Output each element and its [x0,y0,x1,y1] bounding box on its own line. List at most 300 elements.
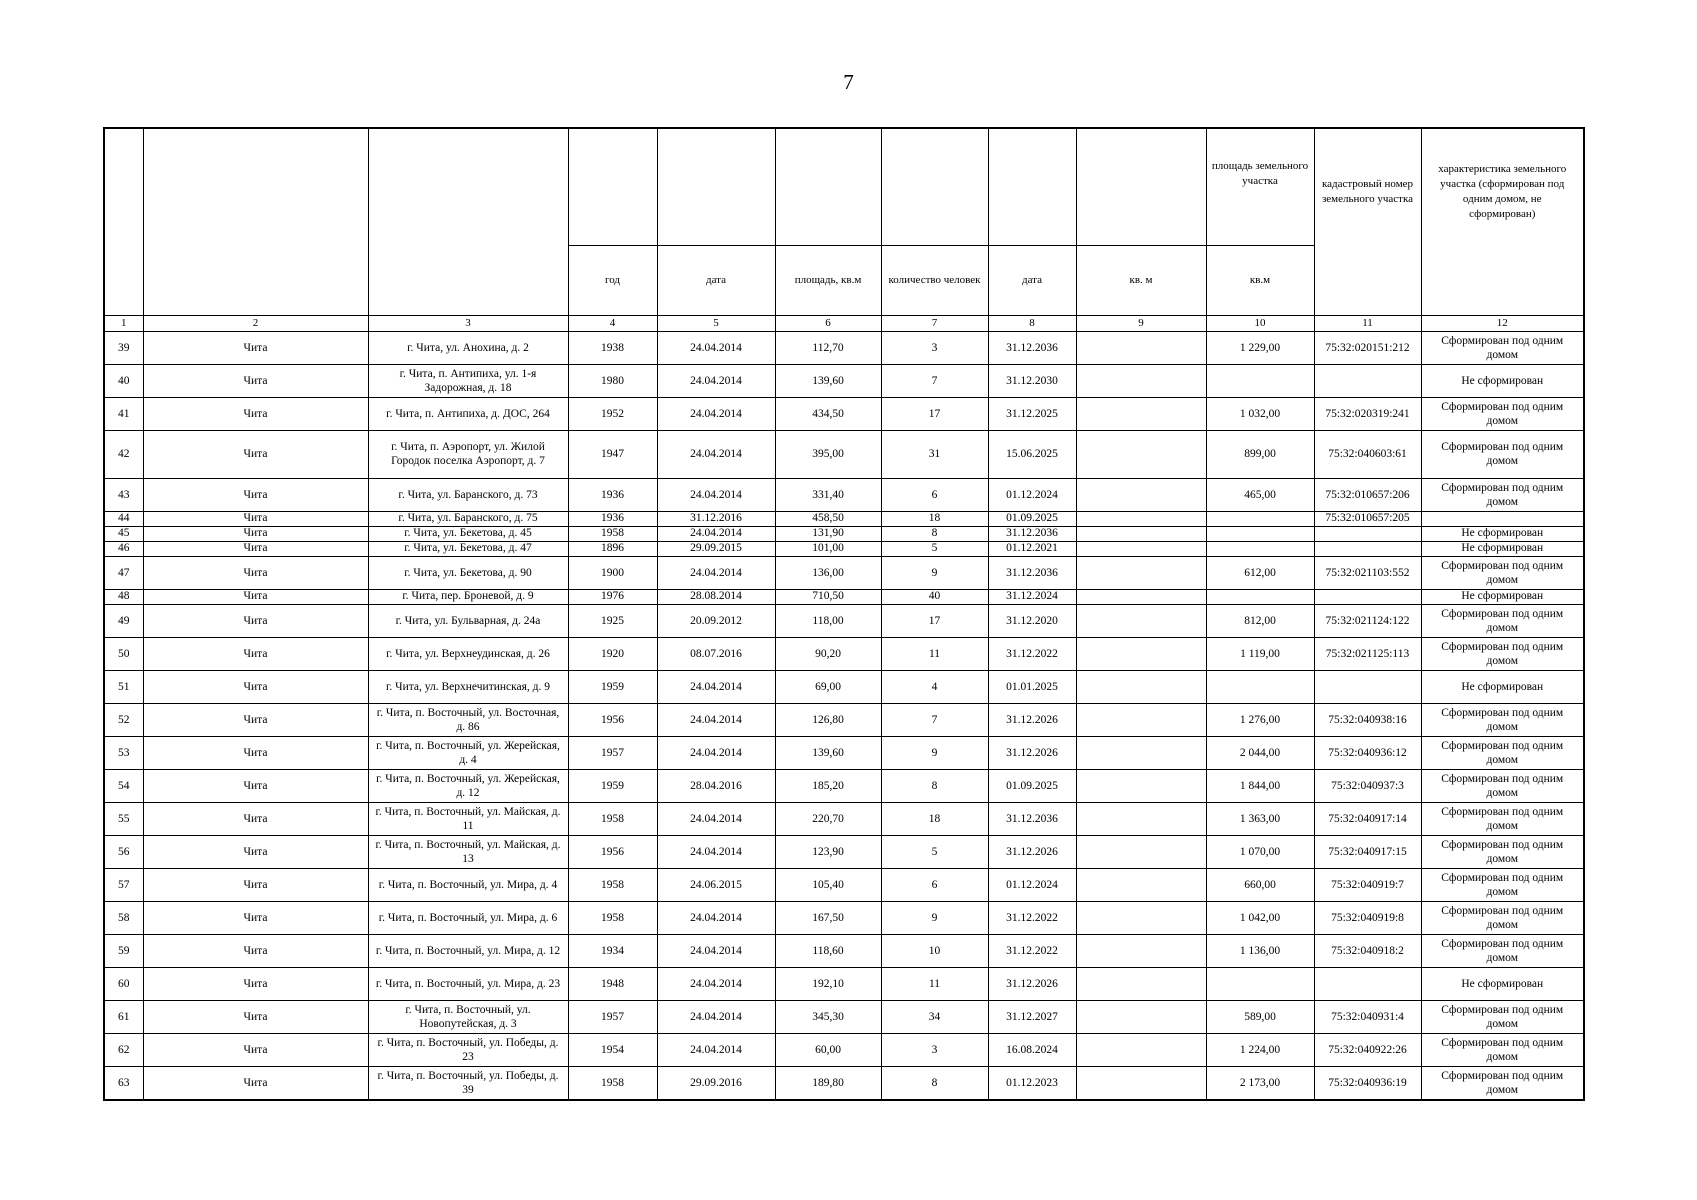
row-number-cell: 40 [104,364,143,397]
table-row [104,364,1584,397]
term-date-cell: 31.12.2036 [988,556,1076,589]
term-date-cell: 31.12.2022 [988,901,1076,934]
date-cell: 24.04.2014 [657,364,775,397]
city-cell: Чита [143,637,368,670]
address-cell: г. Чита, ул. Бульварная, д. 24а [368,604,568,637]
sqm-cell [1076,589,1206,604]
table-row [104,736,1584,769]
row-number-cell: 44 [104,511,143,526]
term-date-cell: 31.12.2026 [988,967,1076,1000]
term-date-cell: 31.12.2026 [988,703,1076,736]
table-header [104,128,1584,331]
area-cell: 185,20 [775,769,881,802]
area-cell: 192,10 [775,967,881,1000]
land-status-cell: Не сформирован [1421,541,1584,556]
land-status-cell: Не сформирован [1421,670,1584,703]
address-cell: г. Чита, п. Восточный, ул. Майская, д. 11 [368,802,568,835]
sqm-cell [1076,604,1206,637]
row-number-cell: 58 [104,901,143,934]
term-date-cell: 31.12.2027 [988,1000,1076,1033]
sqm-cell [1076,868,1206,901]
column-number: 5 [657,315,775,331]
sqm-cell [1076,541,1206,556]
term-date-cell: 31.12.2022 [988,934,1076,967]
row-number-cell: 47 [104,556,143,589]
table-row [104,835,1584,868]
address-cell: г. Чита, ул. Верхнеудинская, д. 26 [368,637,568,670]
row-number-cell: 60 [104,967,143,1000]
sqm-cell [1076,967,1206,1000]
land-status-cell: Сформирован под одним домом [1421,736,1584,769]
term-date-cell: 01.12.2021 [988,541,1076,556]
table-body [104,331,1584,1100]
term-date-cell: 31.12.2026 [988,736,1076,769]
year-cell: 1959 [568,670,657,703]
land-area-cell: 1 119,00 [1206,637,1314,670]
header-sub-area: площадь, кв.м [775,245,881,315]
cadastral-number-cell [1314,364,1421,397]
area-cell: 331,40 [775,478,881,511]
land-status-cell: Сформирован под одним домом [1421,934,1584,967]
year-cell: 1954 [568,1033,657,1066]
table-row [104,556,1584,589]
land-status-cell: Сформирован под одним домом [1421,478,1584,511]
address-cell: г. Чита, п. Восточный, ул. Мира, д. 23 [368,967,568,1000]
land-status-cell [1421,511,1584,526]
city-cell: Чита [143,331,368,364]
column-number: 6 [775,315,881,331]
table-row [104,637,1584,670]
cadastral-number-cell [1314,526,1421,541]
date-cell: 29.09.2015 [657,541,775,556]
year-cell: 1958 [568,901,657,934]
term-date-cell: 01.09.2025 [988,769,1076,802]
land-area-cell: 1 844,00 [1206,769,1314,802]
row-number-cell: 55 [104,802,143,835]
land-area-cell: 899,00 [1206,430,1314,478]
land-area-cell [1206,670,1314,703]
term-date-cell: 31.12.2036 [988,526,1076,541]
header-sub-land-sqm: кв.м [1206,245,1314,315]
land-status-cell: Сформирован под одним домом [1421,1033,1584,1066]
cadastral-number-cell: 75:32:040603:61 [1314,430,1421,478]
column-number: 11 [1314,315,1421,331]
table-row [104,397,1584,430]
column-number: 2 [143,315,368,331]
year-cell: 1938 [568,331,657,364]
people-count-cell: 7 [881,703,988,736]
sqm-cell [1076,511,1206,526]
year-cell: 1936 [568,511,657,526]
header-cell-empty [143,128,368,315]
column-number: 12 [1421,315,1584,331]
area-cell: 345,30 [775,1000,881,1033]
year-cell: 1956 [568,835,657,868]
row-number-cell: 50 [104,637,143,670]
term-date-cell: 31.12.2025 [988,397,1076,430]
term-date-cell: 15.06.2025 [988,430,1076,478]
year-cell: 1925 [568,604,657,637]
address-cell: г. Чита, п. Антипиха, ул. 1-я Задорожная, д. 18 [368,364,568,397]
column-number: 9 [1076,315,1206,331]
city-cell: Чита [143,1000,368,1033]
date-cell: 24.04.2014 [657,934,775,967]
address-cell: г. Чита, п. Восточный, ул. Победы, д. 23 [368,1033,568,1066]
city-cell: Чита [143,1066,368,1100]
table-row [104,703,1584,736]
land-status-cell: Сформирован под одним домом [1421,1000,1584,1033]
address-cell: г. Чита, ул. Анохина, д. 2 [368,331,568,364]
term-date-cell: 01.09.2025 [988,511,1076,526]
date-cell: 24.04.2014 [657,670,775,703]
area-cell: 105,40 [775,868,881,901]
area-cell: 710,50 [775,589,881,604]
address-cell: г. Чита, п. Антипиха, д. ДОС, 264 [368,397,568,430]
address-cell: г. Чита, п. Восточный, ул. Новопутейская, д. 3 [368,1000,568,1033]
sqm-cell [1076,526,1206,541]
cadastral-number-cell: 75:32:040919:7 [1314,868,1421,901]
row-number-cell: 53 [104,736,143,769]
term-date-cell: 31.12.2030 [988,364,1076,397]
city-cell: Чита [143,604,368,637]
table-row [104,1066,1584,1100]
column-number: 7 [881,315,988,331]
area-cell: 60,00 [775,1033,881,1066]
cadastral-number-cell [1314,541,1421,556]
year-cell: 1958 [568,868,657,901]
date-cell: 28.08.2014 [657,589,775,604]
column-number: 4 [568,315,657,331]
table-row [104,589,1584,604]
people-count-cell: 17 [881,604,988,637]
people-count-cell: 34 [881,1000,988,1033]
cadastral-number-cell: 75:32:040918:2 [1314,934,1421,967]
year-cell: 1956 [568,703,657,736]
address-cell: г. Чита, ул. Баранского, д. 75 [368,511,568,526]
sqm-cell [1076,934,1206,967]
term-date-cell: 31.12.2020 [988,604,1076,637]
address-cell: г. Чита, п. Аэропорт, ул. Жилой Городок поселка Аэропорт, д. 7 [368,430,568,478]
table-row [104,769,1584,802]
land-area-cell: 2 044,00 [1206,736,1314,769]
year-cell: 1957 [568,736,657,769]
row-number-cell: 45 [104,526,143,541]
people-count-cell: 3 [881,331,988,364]
cadastral-number-cell [1314,589,1421,604]
header-cell-empty [568,128,657,245]
people-count-cell: 18 [881,802,988,835]
housing-register-table [103,127,1585,1101]
area-cell: 139,60 [775,736,881,769]
people-count-cell: 5 [881,835,988,868]
city-cell: Чита [143,868,368,901]
header-cell-empty [1076,128,1206,245]
table-row [104,1033,1584,1066]
table-row [104,526,1584,541]
land-area-cell [1206,511,1314,526]
header-cell-empty [657,128,775,245]
cadastral-number-cell: 75:32:040936:19 [1314,1066,1421,1100]
land-area-cell: 812,00 [1206,604,1314,637]
land-area-cell [1206,526,1314,541]
header-cell-empty [988,128,1076,245]
area-cell: 458,50 [775,511,881,526]
address-cell: г. Чита, п. Восточный, ул. Жерейская, д. 12 [368,769,568,802]
row-number-cell: 51 [104,670,143,703]
cadastral-number-cell: 75:32:040938:16 [1314,703,1421,736]
people-count-cell: 7 [881,364,988,397]
cadastral-number-cell [1314,670,1421,703]
sqm-cell [1076,1066,1206,1100]
header-cell-empty [881,128,988,245]
cadastral-number-cell: 75:32:010657:206 [1314,478,1421,511]
header-sub-people: количество человек [881,245,988,315]
column-number: 8 [988,315,1076,331]
row-number-cell: 42 [104,430,143,478]
table-row [104,868,1584,901]
people-count-cell: 5 [881,541,988,556]
header-sub-sqm: кв. м [1076,245,1206,315]
header-sub-year: год [568,245,657,315]
row-number-cell: 62 [104,1033,143,1066]
people-count-cell: 6 [881,478,988,511]
address-cell: г. Чита, п. Восточный, ул. Мира, д. 12 [368,934,568,967]
people-count-cell: 11 [881,637,988,670]
cadastral-number-cell: 75:32:040917:15 [1314,835,1421,868]
city-cell: Чита [143,541,368,556]
row-number-cell: 39 [104,331,143,364]
year-cell: 1952 [568,397,657,430]
date-cell: 29.09.2016 [657,1066,775,1100]
land-status-cell: Не сформирован [1421,526,1584,541]
year-cell: 1958 [568,1066,657,1100]
sqm-cell [1076,703,1206,736]
table-row [104,331,1584,364]
year-cell: 1900 [568,556,657,589]
land-status-cell: Сформирован под одним домом [1421,868,1584,901]
land-status-cell: Сформирован под одним домом [1421,1066,1584,1100]
term-date-cell: 31.12.2036 [988,802,1076,835]
header-land-characteristic: характеристика земельного участка (сформирован под одним домом, не сформирован) [1421,128,1584,315]
cadastral-number-cell: 75:32:040936:12 [1314,736,1421,769]
sqm-cell [1076,670,1206,703]
sqm-cell [1076,331,1206,364]
area-cell: 131,90 [775,526,881,541]
year-cell: 1959 [568,769,657,802]
row-number-cell: 59 [104,934,143,967]
year-cell: 1976 [568,589,657,604]
city-cell: Чита [143,589,368,604]
year-cell: 1936 [568,478,657,511]
land-area-cell: 1 070,00 [1206,835,1314,868]
people-count-cell: 31 [881,430,988,478]
people-count-cell: 3 [881,1033,988,1066]
sqm-cell [1076,397,1206,430]
cadastral-number-cell: 75:32:040919:8 [1314,901,1421,934]
table-row [104,541,1584,556]
row-number-cell: 41 [104,397,143,430]
area-cell: 126,80 [775,703,881,736]
row-number-cell: 49 [104,604,143,637]
land-area-cell: 1 363,00 [1206,802,1314,835]
cadastral-number-cell: 75:32:021124:122 [1314,604,1421,637]
city-cell: Чита [143,511,368,526]
date-cell: 28.04.2016 [657,769,775,802]
column-number: 10 [1206,315,1314,331]
cadastral-number-cell: 75:32:040922:26 [1314,1033,1421,1066]
page-number: 7 [843,70,854,94]
date-cell: 24.04.2014 [657,430,775,478]
address-cell: г. Чита, ул. Бекетова, д. 90 [368,556,568,589]
sqm-cell [1076,1000,1206,1033]
land-area-cell: 612,00 [1206,556,1314,589]
sqm-cell [1076,901,1206,934]
cadastral-number-cell [1314,967,1421,1000]
header-cell-empty [368,128,568,315]
date-cell: 24.04.2014 [657,1000,775,1033]
city-cell: Чита [143,703,368,736]
people-count-cell: 6 [881,868,988,901]
date-cell: 24.04.2014 [657,802,775,835]
column-number: 1 [104,315,143,331]
date-cell: 24.04.2014 [657,526,775,541]
row-number-cell: 48 [104,589,143,604]
address-cell: г. Чита, ул. Верхнечитинская, д. 9 [368,670,568,703]
address-cell: г. Чита, ул. Бекетова, д. 47 [368,541,568,556]
city-cell: Чита [143,1033,368,1066]
date-cell: 24.04.2014 [657,835,775,868]
land-area-cell: 1 032,00 [1206,397,1314,430]
year-cell: 1948 [568,967,657,1000]
land-status-cell: Сформирован под одним домом [1421,802,1584,835]
address-cell: г. Чита, п. Восточный, ул. Восточная, д. 86 [368,703,568,736]
table-row [104,967,1584,1000]
people-count-cell: 9 [881,901,988,934]
land-status-cell: Сформирован под одним домом [1421,703,1584,736]
term-date-cell: 01.12.2023 [988,1066,1076,1100]
date-cell: 24.06.2015 [657,868,775,901]
people-count-cell: 10 [881,934,988,967]
land-status-cell: Сформирован под одним домом [1421,556,1584,589]
area-cell: 90,20 [775,637,881,670]
people-count-cell: 9 [881,736,988,769]
land-area-cell [1206,589,1314,604]
year-cell: 1957 [568,1000,657,1033]
people-count-cell: 11 [881,967,988,1000]
table-row [104,901,1584,934]
city-cell: Чита [143,430,368,478]
land-status-cell: Сформирован под одним домом [1421,769,1584,802]
people-count-cell: 8 [881,1066,988,1100]
date-cell: 24.04.2014 [657,967,775,1000]
cadastral-number-cell: 75:32:021103:552 [1314,556,1421,589]
sqm-cell [1076,769,1206,802]
column-number: 3 [368,315,568,331]
year-cell: 1958 [568,526,657,541]
date-cell: 20.09.2012 [657,604,775,637]
address-cell: г. Чита, п. Восточный, ул. Жерейская, д. 4 [368,736,568,769]
date-cell: 24.04.2014 [657,397,775,430]
sqm-cell [1076,835,1206,868]
table-row [104,802,1584,835]
land-status-cell: Не сформирован [1421,589,1584,604]
header-land-area: площадь земельного участка [1206,128,1314,245]
city-cell: Чита [143,835,368,868]
area-cell: 112,70 [775,331,881,364]
term-date-cell: 31.12.2022 [988,637,1076,670]
address-cell: г. Чита, п. Восточный, ул. Майская, д. 13 [368,835,568,868]
area-cell: 139,60 [775,364,881,397]
area-cell: 167,50 [775,901,881,934]
land-area-cell: 1 042,00 [1206,901,1314,934]
people-count-cell: 40 [881,589,988,604]
cadastral-number-cell: 75:32:040917:14 [1314,802,1421,835]
row-number-cell: 61 [104,1000,143,1033]
land-area-cell: 1 229,00 [1206,331,1314,364]
city-cell: Чита [143,736,368,769]
year-cell: 1958 [568,802,657,835]
city-cell: Чита [143,769,368,802]
land-area-cell [1206,541,1314,556]
cadastral-number-cell: 75:32:040937:3 [1314,769,1421,802]
people-count-cell: 8 [881,769,988,802]
address-cell: г. Чита, п. Восточный, ул. Мира, д. 6 [368,901,568,934]
people-count-cell: 18 [881,511,988,526]
land-area-cell: 1 136,00 [1206,934,1314,967]
row-number-cell: 43 [104,478,143,511]
land-status-cell: Сформирован под одним домом [1421,604,1584,637]
land-area-cell: 465,00 [1206,478,1314,511]
term-date-cell: 01.12.2024 [988,478,1076,511]
land-area-cell [1206,967,1314,1000]
date-cell: 31.12.2016 [657,511,775,526]
term-date-cell: 01.12.2024 [988,868,1076,901]
land-status-cell: Сформирован под одним домом [1421,430,1584,478]
area-cell: 189,80 [775,1066,881,1100]
row-number-cell: 57 [104,868,143,901]
term-date-cell: 31.12.2036 [988,331,1076,364]
city-cell: Чита [143,364,368,397]
city-cell: Чита [143,478,368,511]
area-cell: 118,60 [775,934,881,967]
area-cell: 118,00 [775,604,881,637]
city-cell: Чита [143,802,368,835]
header-cadastral-number: кадастровый номер земельного участка [1314,128,1421,315]
header-sub-date: дата [657,245,775,315]
people-count-cell: 8 [881,526,988,541]
people-count-cell: 4 [881,670,988,703]
row-number-cell: 56 [104,835,143,868]
date-cell: 24.04.2014 [657,736,775,769]
header-cell-empty [104,128,143,315]
land-area-cell [1206,364,1314,397]
row-number-cell: 52 [104,703,143,736]
sqm-cell [1076,802,1206,835]
land-area-cell: 2 173,00 [1206,1066,1314,1100]
land-status-cell: Сформирован под одним домом [1421,331,1584,364]
address-cell: г. Чита, ул. Баранского, д. 73 [368,478,568,511]
cadastral-number-cell: 75:32:020319:241 [1314,397,1421,430]
date-cell: 24.04.2014 [657,478,775,511]
area-cell: 123,90 [775,835,881,868]
area-cell: 69,00 [775,670,881,703]
city-cell: Чита [143,670,368,703]
land-status-cell: Сформирован под одним домом [1421,835,1584,868]
date-cell: 24.04.2014 [657,1033,775,1066]
table-row [104,670,1584,703]
sqm-cell [1076,736,1206,769]
area-cell: 136,00 [775,556,881,589]
